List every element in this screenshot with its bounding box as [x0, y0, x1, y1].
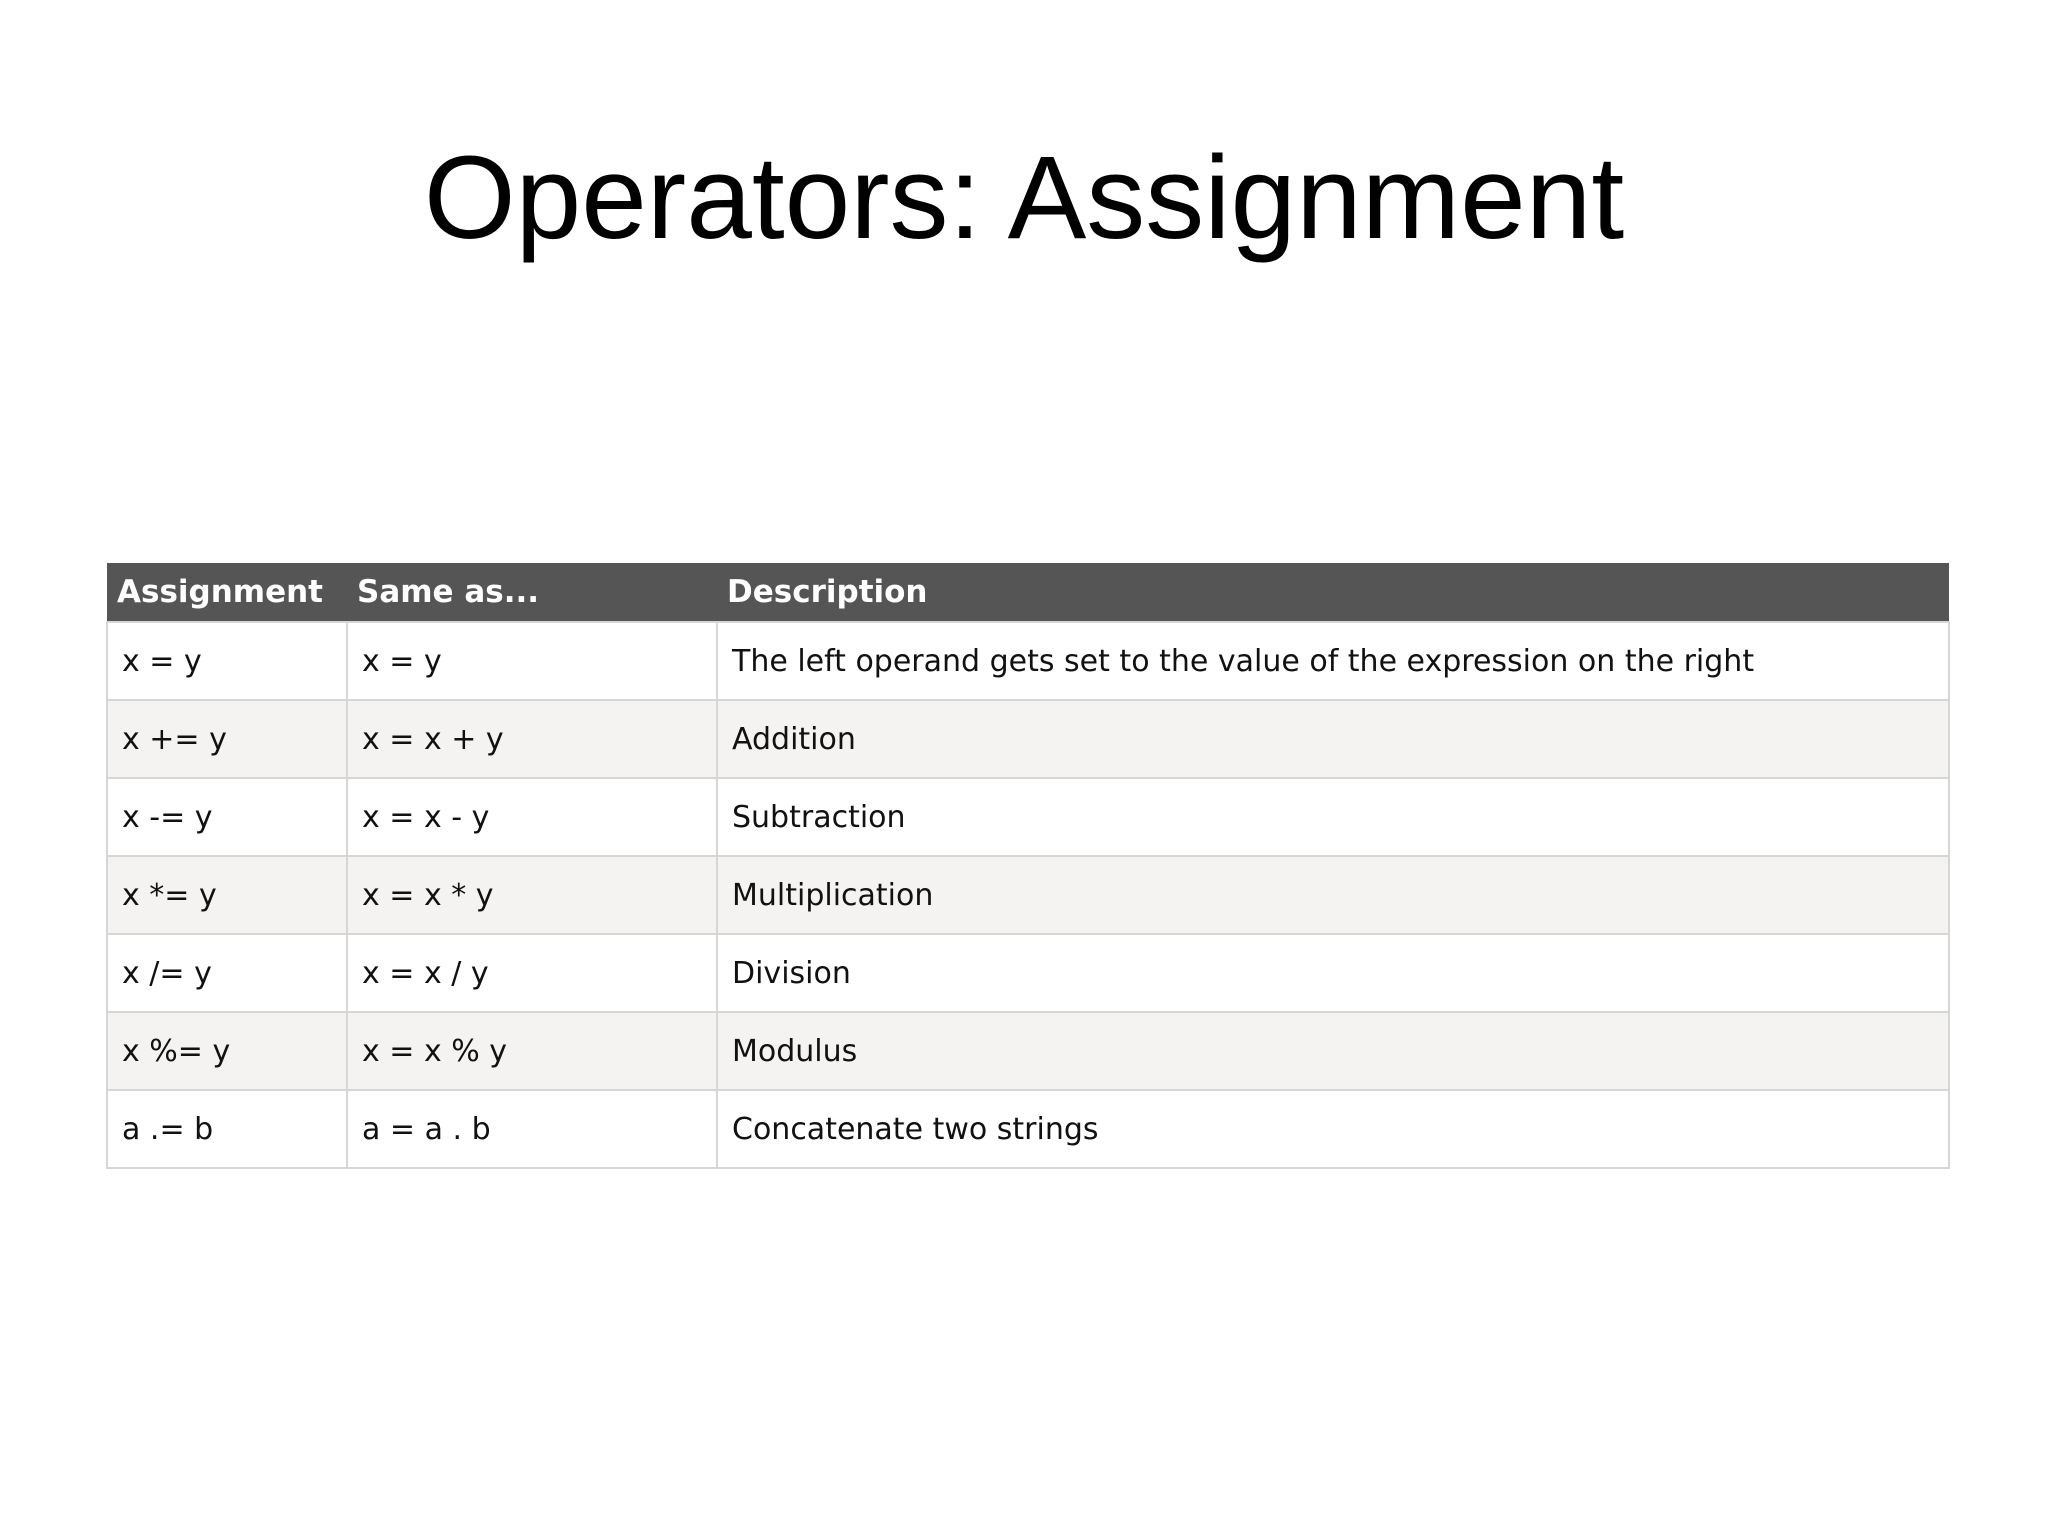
cell-description: Multiplication [717, 856, 1949, 934]
header-description: Description [717, 563, 1949, 622]
table-row [107, 1012, 1949, 1090]
cell-assignment: x %= y [107, 1012, 347, 1090]
table-row [107, 856, 1949, 934]
cell-assignment: x += y [107, 700, 347, 778]
cell-assignment: x *= y [107, 856, 347, 934]
header-assignment: Assignment [107, 563, 347, 622]
cell-same-as: a = a . b [347, 1090, 717, 1168]
cell-description: Addition [717, 700, 1949, 778]
assignment-operators-table [106, 563, 1950, 1169]
table-row [107, 1090, 1949, 1168]
cell-description: Concatenate two strings [717, 1090, 1949, 1168]
cell-description: Modulus [717, 1012, 1949, 1090]
cell-assignment: x /= y [107, 934, 347, 1012]
cell-same-as: x = x / y [347, 934, 717, 1012]
cell-assignment: x = y [107, 622, 347, 700]
header-same-as: Same as... [347, 563, 717, 622]
table-header-row [107, 563, 1949, 622]
cell-same-as: x = x * y [347, 856, 717, 934]
table-row [107, 778, 1949, 856]
cell-assignment: x -= y [107, 778, 347, 856]
cell-same-as: x = x % y [347, 1012, 717, 1090]
cell-description: Division [717, 934, 1949, 1012]
cell-same-as: x = y [347, 622, 717, 700]
cell-same-as: x = x - y [347, 778, 717, 856]
cell-description: Subtraction [717, 778, 1949, 856]
table-row [107, 622, 1949, 700]
cell-description: The left operand gets set to the value of the expression on the right [717, 622, 1949, 700]
slide-title: Operators: Assignment [423, 132, 1625, 264]
cell-same-as: x = x + y [347, 700, 717, 778]
table-row [107, 934, 1949, 1012]
cell-assignment: a .= b [107, 1090, 347, 1168]
table-row [107, 700, 1949, 778]
